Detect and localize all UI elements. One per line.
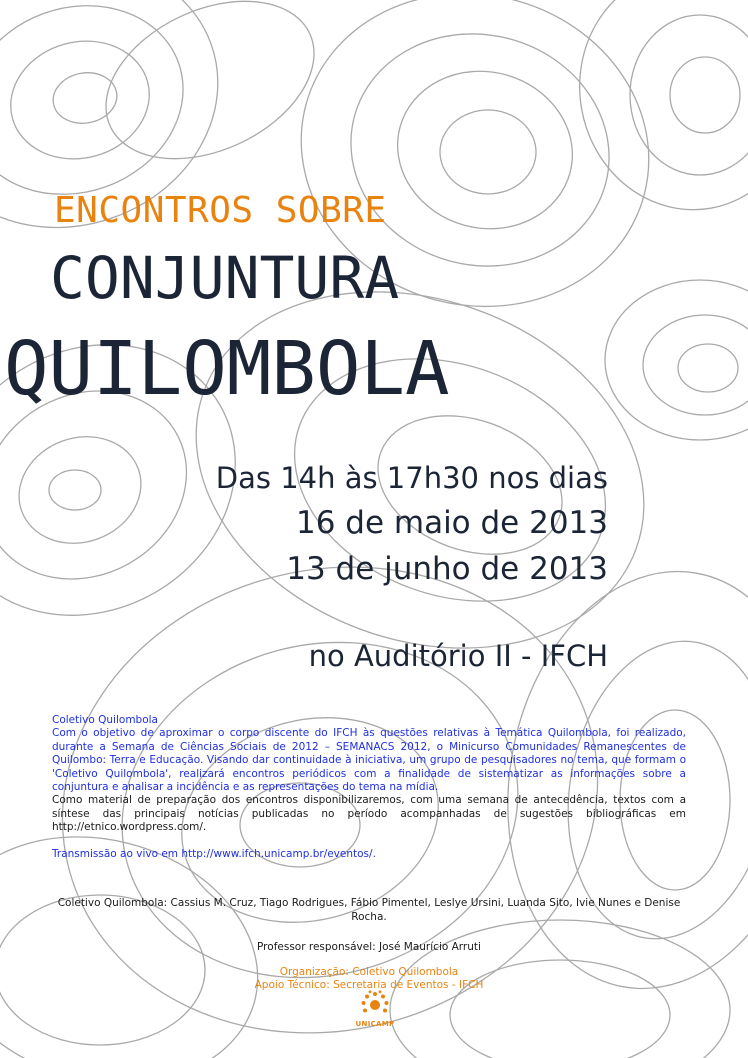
support-line: Apoio Técnico: Secretaria de Eventos - IFCH: [254, 978, 484, 991]
stream-link[interactable]: Transmissão ao vivo em http://www.ifch.unicamp.br/eventos/.: [52, 847, 376, 860]
description-paragraph-1: Com o objetivo de aproximar o corpo discente do IFCH às questões relativas à Temática Quilombola, foi realizado, durante a Semana de Ciências Sociais de 2012 – SEMANACS 2012, o Minicurso Comunidades Remanescentes de Quilombo: Terra e Educação. Visando dar continuidade à iniciativa, um grupo de pesquisadores no tema, que formam o 'Coletivo Quilombola', realizará encontros periódicos com a finalidade de sistematizar as informações sobre a conjuntura e analisar a incidência e as representações do tema na mídia.: [52, 727, 686, 794]
members-credit: Coletivo Quilombola: Cassius M. Cruz, Tiago Rodrigues, Fábio Pimentel, Leslye Ursini, Luanda Sito, Ivie Nunes e Denise Rocha.: [57, 897, 681, 923]
organization-line: Organização: Coletivo Quilombola: [279, 966, 459, 978]
schedule-time: Das 14h às 17h30 nos dias: [215, 461, 608, 495]
description-block: [52, 714, 686, 861]
schedule-date-1: 16 de maio de 2013: [295, 505, 608, 541]
logo-text: UNICAMP: [355, 1020, 395, 1028]
title-line-1: CONJUNTURA: [50, 244, 400, 312]
kicker-heading: ENCONTROS SOBRE: [54, 190, 387, 231]
organization-credits: [52, 966, 686, 991]
schedule-date-2: 13 de junho de 2013: [286, 551, 608, 587]
schedule-venue: no Auditório II - IFCH: [308, 639, 608, 673]
unicamp-logo: [355, 990, 395, 1028]
professor-credit: Professor responsável: José Maurício Arruti: [257, 941, 481, 953]
title-line-2: QUILOMBOLA: [4, 326, 450, 412]
unicamp-logo-icon: [358, 990, 392, 1016]
group-label: Coletivo Quilombola: [52, 714, 158, 726]
description-paragraph-2: Como material de preparação dos encontros disponibilizaremos, com uma semana de antecedência, textos com a síntese das principais notícias publicadas no período acompanhadas de sugestões bibliográficas em http://etnico.wordpress.com/.: [52, 794, 686, 834]
